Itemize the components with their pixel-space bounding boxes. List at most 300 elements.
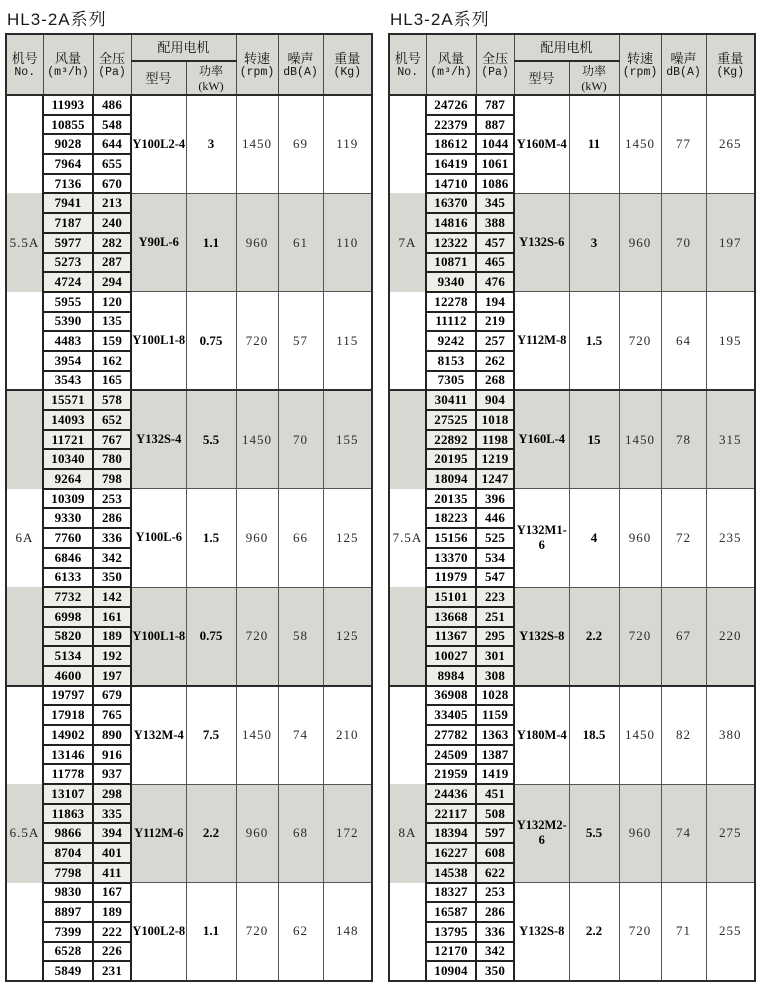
header-motor: 配用电机	[514, 34, 619, 61]
pressure-cell: 765	[93, 705, 131, 725]
pressure-cell: 336	[476, 922, 514, 942]
flow-cell: 13107	[43, 784, 93, 804]
flow-cell: 22892	[426, 430, 476, 450]
pressure-cell: 916	[93, 745, 131, 765]
weight-cell: 275	[706, 784, 755, 882]
machine-no-cell	[389, 292, 426, 312]
rpm-cell: 960	[236, 489, 278, 587]
power-cell: 3	[569, 193, 619, 291]
header-motor-model: 型号	[514, 61, 569, 95]
machine-no-cell	[389, 843, 426, 863]
pressure-cell: 197	[93, 666, 131, 686]
machine-no-cell	[389, 371, 426, 391]
machine-no-cell	[389, 272, 426, 292]
rpm-cell: 1450	[619, 686, 661, 784]
header-motor-power: 功率(kW)	[186, 61, 236, 95]
rpm-cell: 960	[619, 784, 661, 882]
pressure-cell: 282	[93, 233, 131, 253]
pressure-cell: 1028	[476, 686, 514, 706]
machine-no-cell	[389, 489, 426, 509]
flow-cell: 5849	[43, 961, 93, 981]
noise-cell: 74	[278, 686, 323, 784]
flow-cell: 14816	[426, 213, 476, 233]
pressure-cell: 240	[93, 213, 131, 233]
flow-cell: 9264	[43, 469, 93, 489]
flow-cell: 10871	[426, 253, 476, 273]
model-cell: Y132S-8	[514, 883, 569, 981]
spec-table-right	[388, 33, 756, 982]
noise-cell: 71	[661, 883, 706, 981]
machine-no-cell	[6, 686, 43, 706]
pressure-cell: 622	[476, 863, 514, 883]
flow-cell: 11778	[43, 764, 93, 784]
flow-cell: 7798	[43, 863, 93, 883]
noise-cell: 66	[278, 489, 323, 587]
machine-no-cell	[6, 942, 43, 962]
pressure-cell: 401	[93, 843, 131, 863]
pressure-cell: 308	[476, 666, 514, 686]
pressure-cell: 486	[93, 95, 131, 115]
machine-no-cell	[389, 686, 426, 706]
machine-no-cell	[6, 351, 43, 371]
rpm-cell: 1450	[236, 390, 278, 488]
flow-cell: 7399	[43, 922, 93, 942]
pressure-cell: 120	[93, 292, 131, 312]
rpm-cell: 1450	[236, 686, 278, 784]
pressure-cell: 350	[93, 568, 131, 588]
table-row	[6, 883, 372, 903]
noise-cell: 62	[278, 883, 323, 981]
table-row	[389, 292, 755, 312]
machine-no-cell	[389, 213, 426, 233]
pressure-cell: 780	[93, 449, 131, 469]
weight-cell: 265	[706, 95, 755, 193]
flow-cell: 15156	[426, 528, 476, 548]
machine-no-cell	[6, 449, 43, 469]
weight-cell: 125	[323, 489, 372, 587]
noise-cell: 70	[278, 390, 323, 488]
pressure-cell: 257	[476, 331, 514, 351]
pressure-cell: 476	[476, 272, 514, 292]
right-table-panel	[388, 2, 756, 982]
flow-cell: 27782	[426, 725, 476, 745]
flow-cell: 12322	[426, 233, 476, 253]
pressure-cell: 457	[476, 233, 514, 253]
machine-no-cell	[6, 764, 43, 784]
noise-cell: 68	[278, 784, 323, 882]
noise-cell: 61	[278, 193, 323, 291]
flow-cell: 6133	[43, 568, 93, 588]
weight-cell: 235	[706, 489, 755, 587]
pressure-cell: 253	[93, 489, 131, 509]
pressure-cell: 1018	[476, 410, 514, 430]
model-cell: Y100L-6	[131, 489, 186, 587]
rpm-cell: 1450	[619, 390, 661, 488]
pressure-cell: 194	[476, 292, 514, 312]
flow-cell: 7760	[43, 528, 93, 548]
machine-no-cell	[6, 587, 43, 607]
machine-no-cell	[6, 646, 43, 666]
machine-no-cell	[6, 705, 43, 725]
flow-cell: 18394	[426, 823, 476, 843]
flow-cell: 4483	[43, 331, 93, 351]
pressure-cell: 159	[93, 331, 131, 351]
table-row	[389, 686, 755, 706]
flow-cell: 20135	[426, 489, 476, 509]
model-cell: Y90L-6	[131, 193, 186, 291]
machine-no-cell	[6, 784, 43, 804]
machine-no-cell	[389, 390, 426, 410]
header-speed: 转速 (rpm)	[619, 34, 661, 95]
machine-no-cell	[6, 154, 43, 174]
rpm-cell: 720	[619, 587, 661, 685]
flow-cell: 5820	[43, 627, 93, 647]
machine-no-cell	[389, 508, 426, 528]
pressure-cell: 231	[93, 961, 131, 981]
flow-cell: 15101	[426, 587, 476, 607]
power-cell: 15	[569, 390, 619, 488]
pressure-cell: 904	[476, 390, 514, 410]
machine-no-cell	[6, 390, 43, 410]
power-cell: 18.5	[569, 686, 619, 784]
flow-cell: 3543	[43, 371, 93, 391]
noise-cell: 67	[661, 587, 706, 685]
pressure-cell: 578	[93, 390, 131, 410]
flow-cell: 18612	[426, 134, 476, 154]
weight-cell: 380	[706, 686, 755, 784]
header-machine-no: 机号 No.	[6, 34, 43, 95]
machine-no-cell: 5.5A	[6, 233, 43, 253]
machine-no-cell	[6, 331, 43, 351]
spec-table-left	[5, 33, 373, 982]
header-pressure: 全压 (Pa)	[93, 34, 131, 95]
table-row	[6, 390, 372, 410]
flow-cell: 19797	[43, 686, 93, 706]
machine-no-cell	[389, 587, 426, 607]
machine-no-cell	[389, 134, 426, 154]
power-cell: 5.5	[569, 784, 619, 882]
pressure-cell: 767	[93, 430, 131, 450]
model-cell: Y100L2-8	[131, 883, 186, 981]
pressure-cell: 213	[93, 193, 131, 213]
flow-cell: 11979	[426, 568, 476, 588]
machine-no-cell	[6, 961, 43, 981]
pressure-cell: 525	[476, 528, 514, 548]
flow-cell: 24436	[426, 784, 476, 804]
flow-cell: 18327	[426, 883, 476, 903]
machine-no-cell	[389, 193, 426, 213]
flow-cell: 16587	[426, 902, 476, 922]
rpm-cell: 960	[236, 193, 278, 291]
machine-no-cell: 6A	[6, 528, 43, 548]
machine-no-cell	[389, 627, 426, 647]
noise-cell: 78	[661, 390, 706, 488]
pressure-cell: 295	[476, 627, 514, 647]
flow-cell: 30411	[426, 390, 476, 410]
machine-no-cell	[6, 568, 43, 588]
pressure-cell: 286	[93, 508, 131, 528]
flow-cell: 6846	[43, 548, 93, 568]
pressure-cell: 508	[476, 804, 514, 824]
machine-no-cell	[389, 469, 426, 489]
model-cell: Y100L2-4	[131, 95, 186, 193]
pressure-cell: 411	[93, 863, 131, 883]
machine-no-cell	[6, 272, 43, 292]
pressure-cell: 388	[476, 213, 514, 233]
pressure-cell: 597	[476, 823, 514, 843]
machine-no-cell	[6, 804, 43, 824]
rpm-cell: 1450	[236, 95, 278, 193]
table-row	[389, 883, 755, 903]
flow-cell: 8897	[43, 902, 93, 922]
header-noise: 噪声 dB(A)	[278, 34, 323, 95]
pressure-cell: 394	[93, 823, 131, 843]
flow-cell: 7941	[43, 193, 93, 213]
machine-no-cell	[6, 922, 43, 942]
pressure-cell: 167	[93, 883, 131, 903]
pressure-cell: 251	[476, 607, 514, 627]
flow-cell: 17918	[43, 705, 93, 725]
flow-cell: 8153	[426, 351, 476, 371]
flow-cell: 12170	[426, 942, 476, 962]
flow-cell: 21959	[426, 764, 476, 784]
flow-cell: 5977	[43, 233, 93, 253]
flow-cell: 11993	[43, 95, 93, 115]
machine-no-cell	[6, 193, 43, 213]
machine-no-cell	[6, 469, 43, 489]
noise-cell: 72	[661, 489, 706, 587]
pressure-cell: 1044	[476, 134, 514, 154]
pressure-cell: 1198	[476, 430, 514, 450]
machine-no-cell	[389, 154, 426, 174]
pressure-cell: 161	[93, 607, 131, 627]
pressure-cell: 223	[476, 587, 514, 607]
flow-cell: 16370	[426, 193, 476, 213]
machine-no-cell	[6, 253, 43, 273]
model-cell: Y100L1-8	[131, 587, 186, 685]
power-cell: 2.2	[569, 883, 619, 981]
weight-cell: 315	[706, 390, 755, 488]
pressure-cell: 294	[93, 272, 131, 292]
flow-cell: 33405	[426, 705, 476, 725]
flow-cell: 11721	[43, 430, 93, 450]
machine-no-cell	[6, 627, 43, 647]
series-title-right: HL3-2A系列	[390, 10, 490, 29]
flow-cell: 9242	[426, 331, 476, 351]
flow-cell: 7305	[426, 371, 476, 391]
rpm-cell: 1450	[619, 95, 661, 193]
model-cell: Y132M2-6	[514, 784, 569, 882]
weight-cell: 110	[323, 193, 372, 291]
machine-no-cell	[389, 115, 426, 135]
model-cell: Y112M-6	[131, 784, 186, 882]
rpm-cell: 720	[236, 587, 278, 685]
pressure-cell: 679	[93, 686, 131, 706]
header-weight: 重量 (Kg)	[706, 34, 755, 95]
power-cell: 2.2	[186, 784, 236, 882]
weight-cell: 255	[706, 883, 755, 981]
header-motor-model: 型号	[131, 61, 186, 95]
flow-cell: 7732	[43, 587, 93, 607]
flow-cell: 10309	[43, 489, 93, 509]
pressure-cell: 142	[93, 587, 131, 607]
machine-no-cell	[6, 95, 43, 115]
flow-cell: 13146	[43, 745, 93, 765]
pressure-cell: 165	[93, 371, 131, 391]
weight-cell: 148	[323, 883, 372, 981]
pressure-cell: 890	[93, 725, 131, 745]
pressure-cell: 451	[476, 784, 514, 804]
table-row	[389, 784, 755, 804]
flow-cell: 10904	[426, 961, 476, 981]
left-table-panel	[5, 2, 373, 982]
table-row	[389, 390, 755, 410]
table-row	[6, 489, 372, 509]
machine-no-cell	[389, 863, 426, 883]
noise-cell: 69	[278, 95, 323, 193]
flow-cell: 20195	[426, 449, 476, 469]
header-air-flow: 风量 (m³/h)	[43, 34, 93, 95]
machine-no-cell	[389, 922, 426, 942]
pressure-cell: 189	[93, 627, 131, 647]
pressure-cell: 298	[93, 784, 131, 804]
model-cell: Y132S-6	[514, 193, 569, 291]
flow-cell: 6528	[43, 942, 93, 962]
model-cell: Y100L1-8	[131, 292, 186, 390]
flow-cell: 10027	[426, 646, 476, 666]
pressure-cell: 268	[476, 371, 514, 391]
flow-cell: 11863	[43, 804, 93, 824]
model-cell: Y132S-4	[131, 390, 186, 488]
weight-cell: 155	[323, 390, 372, 488]
pressure-cell: 345	[476, 193, 514, 213]
flow-cell: 11112	[426, 312, 476, 332]
power-cell: 2.2	[569, 587, 619, 685]
header-weight: 重量 (Kg)	[323, 34, 372, 95]
flow-cell: 24509	[426, 745, 476, 765]
flow-cell: 24726	[426, 95, 476, 115]
pressure-cell: 301	[476, 646, 514, 666]
pressure-cell: 226	[93, 942, 131, 962]
pressure-cell: 219	[476, 312, 514, 332]
rpm-cell: 960	[236, 784, 278, 882]
pressure-cell: 655	[93, 154, 131, 174]
table-body-left	[6, 95, 372, 981]
flow-cell: 9340	[426, 272, 476, 292]
header-machine-no: 机号 No.	[389, 34, 426, 95]
pressure-cell: 798	[93, 469, 131, 489]
machine-no-cell: 6.5A	[6, 823, 43, 843]
power-cell: 1.5	[186, 489, 236, 587]
header-pressure: 全压 (Pa)	[476, 34, 514, 95]
power-cell: 7.5	[186, 686, 236, 784]
rpm-cell: 720	[236, 883, 278, 981]
machine-no-cell	[389, 410, 426, 430]
table-row	[389, 193, 755, 213]
weight-cell: 220	[706, 587, 755, 685]
pressure-cell: 1363	[476, 725, 514, 745]
noise-cell: 70	[661, 193, 706, 291]
flow-cell: 16419	[426, 154, 476, 174]
flow-cell: 7964	[43, 154, 93, 174]
model-cell: Y160L-4	[514, 390, 569, 488]
weight-cell: 115	[323, 292, 372, 390]
table-row	[389, 95, 755, 115]
table-row	[6, 193, 372, 213]
pressure-cell: 446	[476, 508, 514, 528]
flow-cell: 4600	[43, 666, 93, 686]
power-cell: 0.75	[186, 587, 236, 685]
machine-no-cell	[6, 371, 43, 391]
flow-cell: 12278	[426, 292, 476, 312]
table-row	[6, 784, 372, 804]
rpm-cell: 720	[619, 883, 661, 981]
pressure-cell: 335	[93, 804, 131, 824]
pressure-cell: 548	[93, 115, 131, 135]
model-cell: Y180M-4	[514, 686, 569, 784]
flow-cell: 9028	[43, 134, 93, 154]
flow-cell: 9830	[43, 883, 93, 903]
pressure-cell: 286	[476, 902, 514, 922]
machine-no-cell	[6, 863, 43, 883]
flow-cell: 13370	[426, 548, 476, 568]
noise-cell: 77	[661, 95, 706, 193]
header-air-flow: 风量 (m³/h)	[426, 34, 476, 95]
pressure-cell: 534	[476, 548, 514, 568]
flow-cell: 14093	[43, 410, 93, 430]
table-row	[6, 292, 372, 312]
machine-no-cell	[389, 646, 426, 666]
machine-no-cell	[389, 883, 426, 903]
flow-cell: 10855	[43, 115, 93, 135]
machine-no-cell	[389, 253, 426, 273]
weight-cell: 119	[323, 95, 372, 193]
rpm-cell: 720	[619, 292, 661, 390]
flow-cell: 7136	[43, 174, 93, 194]
machine-no-cell: 7.5A	[389, 528, 426, 548]
machine-no-cell	[6, 312, 43, 332]
flow-cell: 15571	[43, 390, 93, 410]
pressure-cell: 1061	[476, 154, 514, 174]
flow-cell: 14710	[426, 174, 476, 194]
machine-no-cell	[389, 312, 426, 332]
power-cell: 1.1	[186, 193, 236, 291]
flow-cell: 5955	[43, 292, 93, 312]
model-cell: Y132M1-6	[514, 489, 569, 587]
machine-no-cell	[6, 489, 43, 509]
pressure-cell: 189	[93, 902, 131, 922]
pressure-cell: 1387	[476, 745, 514, 765]
flow-cell: 8704	[43, 843, 93, 863]
rpm-cell: 720	[236, 292, 278, 390]
flow-cell: 13668	[426, 607, 476, 627]
flow-cell: 5134	[43, 646, 93, 666]
machine-no-cell	[389, 725, 426, 745]
header-noise: 噪声 dB(A)	[661, 34, 706, 95]
flow-cell: 4724	[43, 272, 93, 292]
power-cell: 1.1	[186, 883, 236, 981]
machine-no-cell	[389, 430, 426, 450]
machine-no-cell	[389, 902, 426, 922]
machine-no-cell	[6, 292, 43, 312]
machine-no-cell	[389, 548, 426, 568]
machine-no-cell	[389, 961, 426, 981]
table-row	[6, 95, 372, 115]
pressure-cell: 396	[476, 489, 514, 509]
table-row	[6, 587, 372, 607]
header-motor-power: 功率(kW)	[569, 61, 619, 95]
machine-no-cell	[6, 115, 43, 135]
